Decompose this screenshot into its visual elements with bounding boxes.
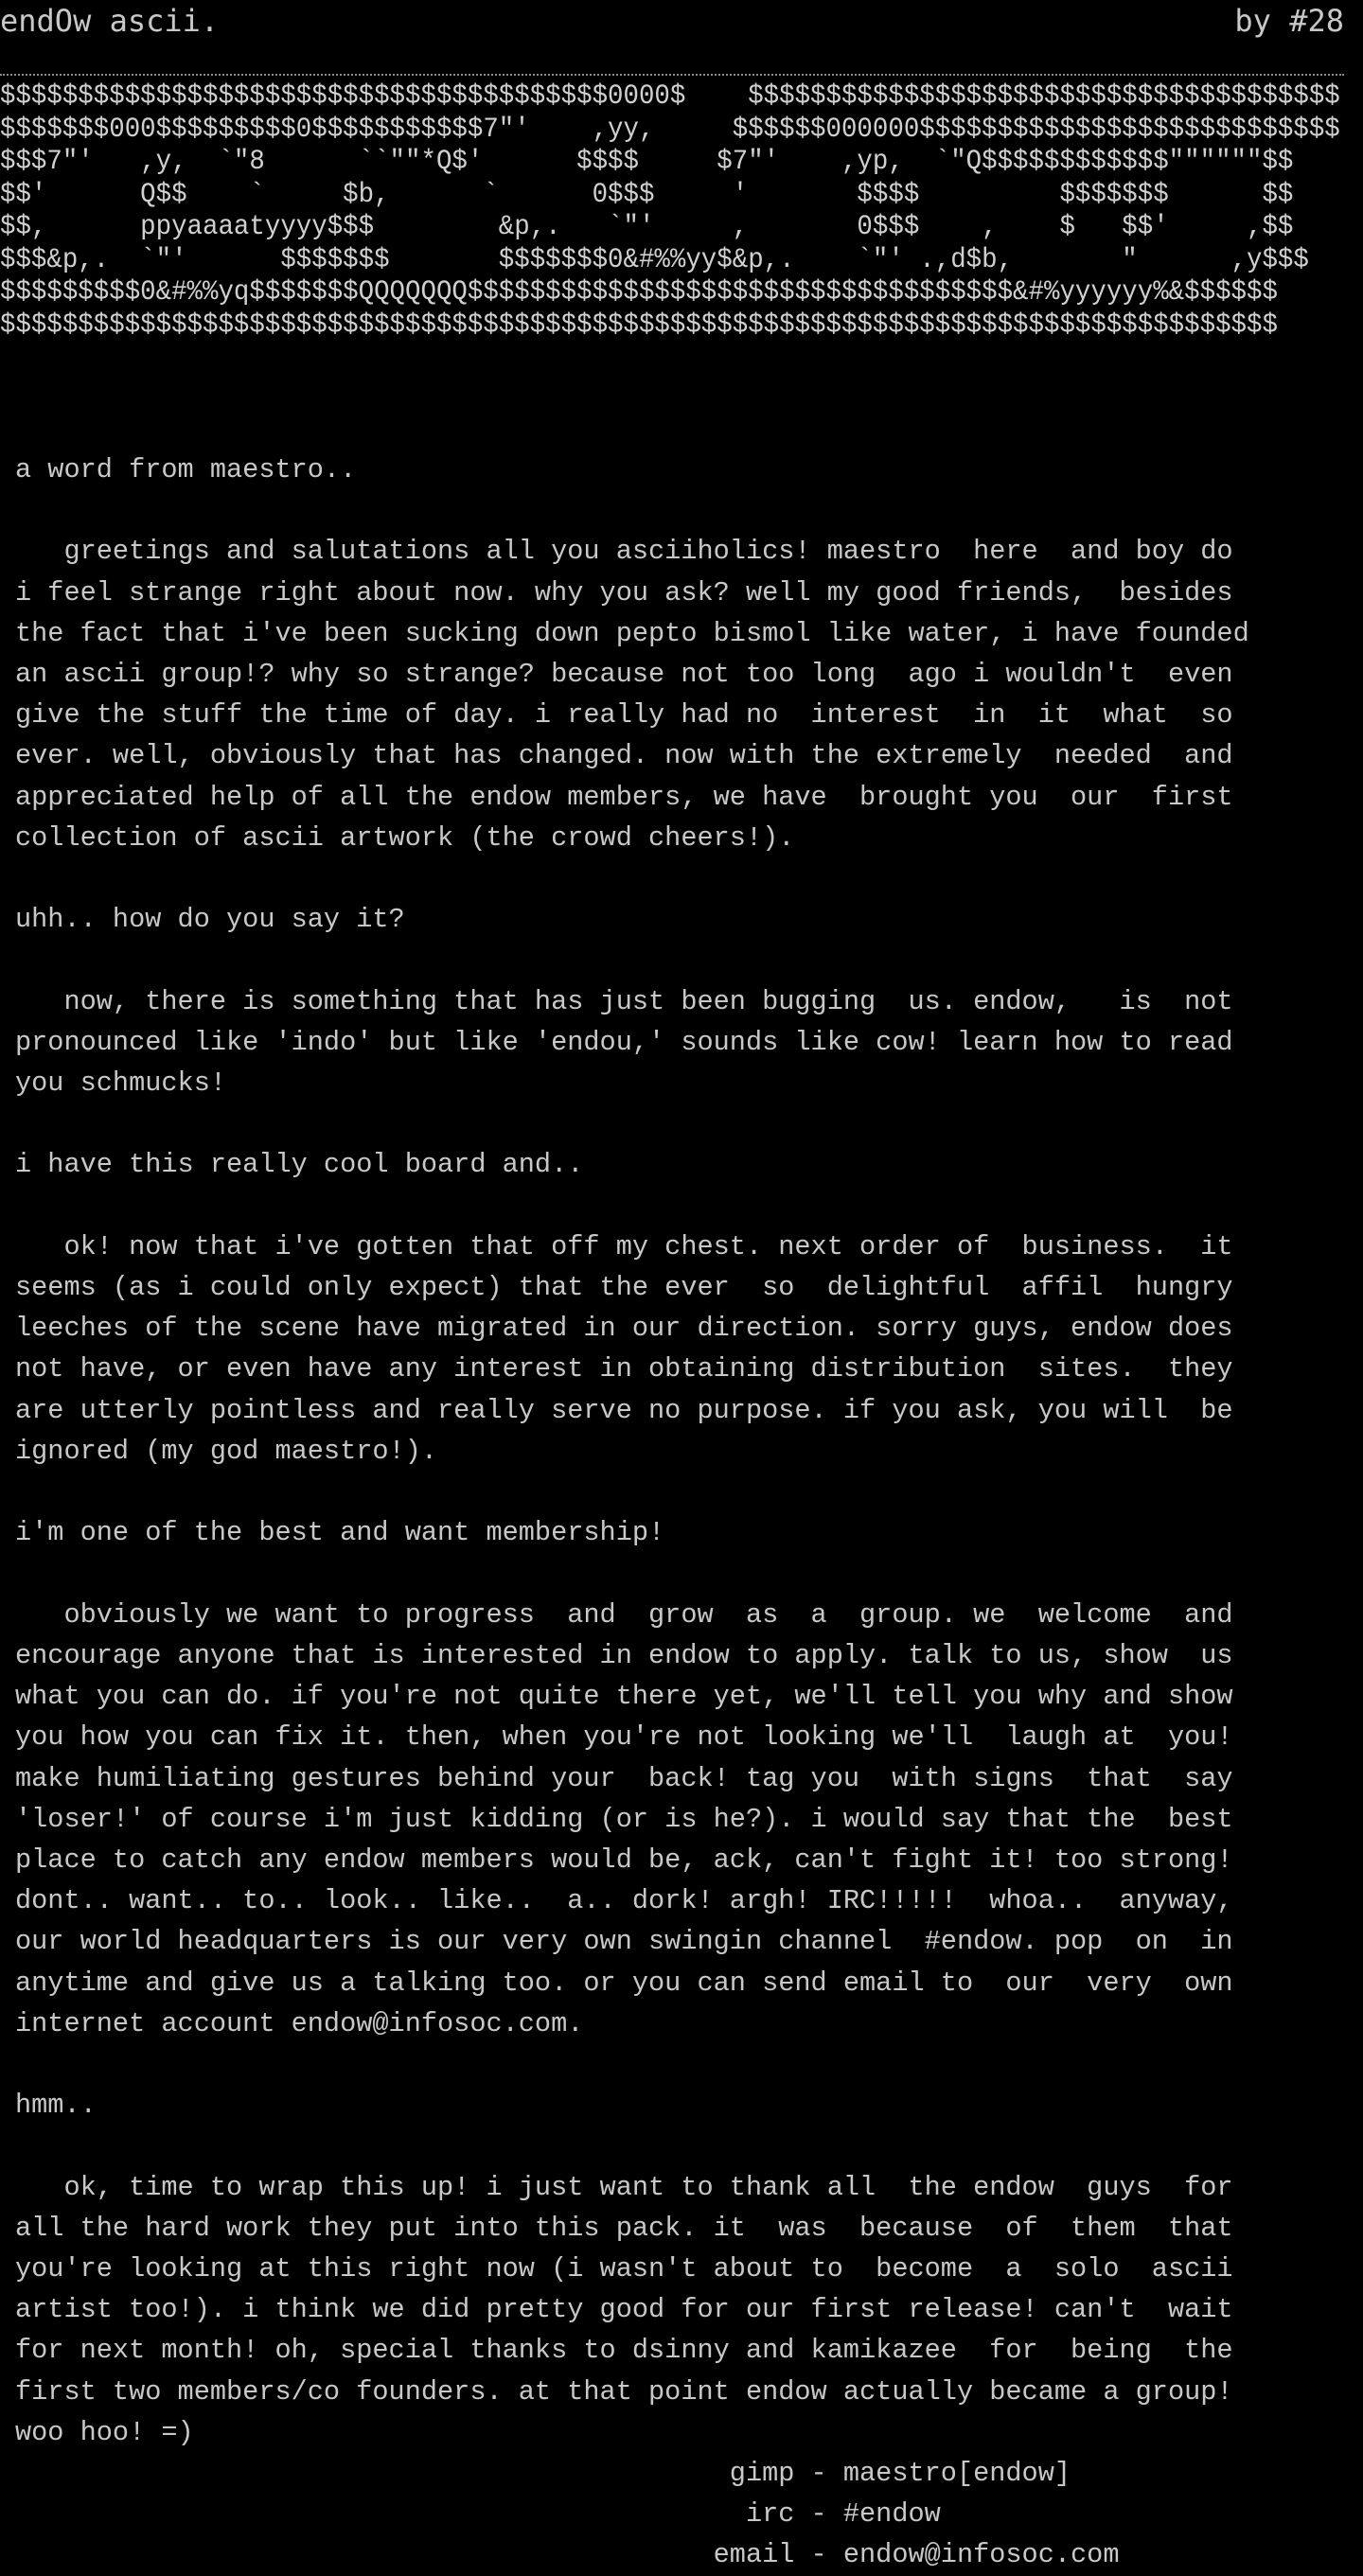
document-header [0,2,1363,40]
body-text-line-35: dont.. want.. to.. look.. like.. a.. dork! argh! IRC!!!!! whoa.. anyway, [15,1885,1233,1917]
body-text-line-17: i have this really cool board and.. [15,1149,584,1181]
body-text-line-24: ignored (my god maestro!). [15,1435,438,1467]
body-text-line-38: internet account endow@infosoc.com. [15,2007,584,2039]
body-text-line-43: all the hard work they put into this pack. it was because of them that [15,2212,1233,2244]
body-text-line-34: place to catch any endow members would be, ack, can't fight it! too strong! [15,1844,1233,1876]
body-text-line-40: hmm.. [15,2090,97,2122]
body-text-line-14: pronounced like 'indo' but like 'endou,' sounds like cow! learn how to read [15,1026,1233,1058]
body-text-line-7: ever. well, obviously that has changed. now with the extremely needed and [15,740,1233,772]
body-text-line-47: first two members/co founders. at that point endow actually became a group! [15,2375,1233,2408]
logo-art-line-2: $$$7"' ,y, `"8 ``""*Q$' $$$$ $7"' ,yp, `"Q$$$$$$$$$$$$""""""$$ [0,145,1294,177]
body-text-line-29: encourage anyone that is interested in endow to apply. talk to us, show us [15,1639,1233,1671]
body-text-line-15: you schmucks! [15,1067,227,1100]
body-text-line-28: obviously we want to progress and grow as a group. we welcome and [15,1598,1233,1631]
document-credit: by #28 [1234,3,1344,39]
logo-art-line-4: $$, ppyaaaatyyyy$$$ &p,. `"' , 0$$$ , $ $$' ,$$ [0,210,1294,242]
body-text-line-9: collection of ascii artwork (the crowd cheers!). [15,821,795,854]
body-text-line-5: an ascii group!? why so strange? because not too long ago i wouldn't even [15,659,1233,691]
logo-art-line-7: $$$$$$$$$$$$$$$$$$$$$$$$$$$$$$$$$$$$$$$$$$$$$$$$$$$$$$$$$$$$$$$$$$$$$$$$$$$$$$$$$$ [0,308,1278,341]
body-text-line-36: our world headquarters is our very own swingin channel #endow. pop on in [15,1926,1233,1958]
body-text-line-0: a word from maestro.. [15,454,357,485]
body-text-line-3: i feel strange right about now. why you ask? well my good friends, besides [15,576,1233,609]
body-text-line-48: woo hoo! =) [15,2416,194,2448]
body-text-line-26: i'm one of the best and want membership! [15,1517,665,1549]
body-text-line-21: leeches of the scene have migrated in our direction. sorry guys, endow does [15,1313,1233,1345]
body-text-line-32: make humiliating gestures behind your back! tag you with signs that say [15,1762,1233,1794]
body-text-line-46: for next month! oh, special thanks to dsinny and kamikazee for being the [15,2335,1233,2367]
body-text-line-45: artist too!). i think we did pretty good for our first release! can't wait [15,2294,1233,2326]
body-text-line-11: uhh.. how do you say it? [15,904,405,936]
body-text-line-19: ok! now that i've gotten that off my chest. next order of business. it [15,1230,1233,1262]
message-body [15,450,1321,2576]
document-title: endOw ascii. [0,3,220,39]
body-text-line-22: not have, or even have any interest in obtaining distribution sites. they [15,1353,1233,1385]
body-text-line-6: give the stuff the time of day. i really had no interest in it what so [15,699,1233,732]
body-text-line-42: ok, time to wrap this up! i just want to thank all the endow guys for [15,2171,1233,2203]
body-text-line-8: appreciated help of all the endow members, we have brought you our first [15,781,1233,813]
logo-art-line-1: $$$$$$$000$$$$$$$$$0$$$$$$$$$$$7"' ,yy, $$$$$$000000$$$$$$$$$$$$$$$$$$$$$$$$$$$ [0,112,1340,145]
logo-art-line-6: $$$$$$$$$0&#%%yq$$$$$$$QQQQQQQ$$$$$$$$$$$$$$$$$$$$$$$$$$$$$$$$$$$&#%yyyyyy%&$$$$$$ [0,275,1278,308]
body-text-line-30: what you can do. if you're not quite there yet, we'll tell you why and show [15,1681,1233,1713]
body-text-line-50: irc - #endow [15,2498,941,2531]
body-text-line-33: 'loser!' of course i'm just kidding (or is he?). i would say that the best [15,1803,1233,1835]
logo-art-line-0: $$$$$$$$$$$$$$$$$$$$$$$$$$$$$$$$$$$$$$$0000$ $$$$$$$$$$$$$$$$$$$$$$$$$$$$$$$$$$$$$$ [0,79,1340,112]
logo-art-line-5: $$$&p,. `"' $$$$$$$ $$$$$$$0&#%%yy$&p,. `"' .,d$b, " ,y$$$ [0,242,1309,275]
body-text-line-2: greetings and salutations all you asciiholics! maestro here and boy do [15,536,1233,568]
logo-art-line-3: $$' Q$$ ` $b, ` 0$$$ ' $$$$ $$$$$$$ $$ [0,177,1294,210]
body-text-line-13: now, there is something that has just been bugging us. endow, is not [15,985,1233,1017]
body-text-line-37: anytime and give us a talking too. or you can send email to our very own [15,1967,1233,1999]
body-text-line-49: gimp - maestro[endow] [15,2457,1071,2489]
body-text-line-31: you how you can fix it. then, when you're not looking we'll laugh at you! [15,1721,1233,1754]
header-divider [0,74,1344,76]
body-text-line-23: are utterly pointless and really serve no purpose. if you ask, you will be [15,1394,1233,1426]
body-text-line-51: email - endow@infosoc.com [15,2539,1120,2571]
body-text-line-4: the fact that i've been sucking down pepto bismol like water, i have founded [15,617,1249,649]
body-text-line-44: you're looking at this right now (i wasn't about to become a solo ascii [15,2252,1233,2285]
endow-ascii-logo [0,79,1340,341]
body-text-line-20: seems (as i could only expect) that the ever so delightful affil hungry [15,1272,1233,1304]
